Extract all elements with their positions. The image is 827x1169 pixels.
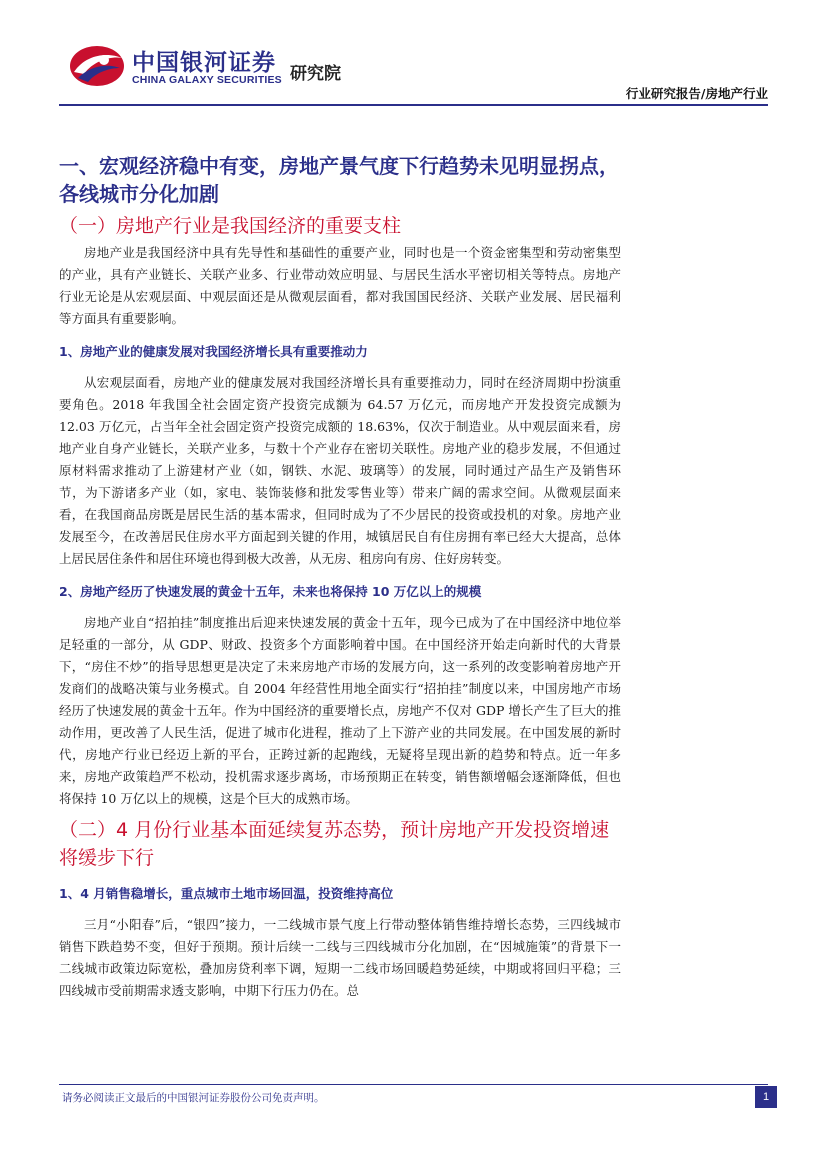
institute-label: 研究院 (290, 64, 341, 84)
subsection-2-title: （二）4 月份行业基本面延续复苏态势，预计房地产开发投资增速将缓步下行 (59, 819, 610, 869)
page-number: 1 (755, 1086, 777, 1108)
footer-divider (59, 1084, 768, 1085)
report-body (59, 152, 621, 1008)
footer-disclaimer: 请务必阅读正文最后的中国银河证券股份公司免责声明。 (62, 1092, 325, 1104)
brand-name-cn: 中国银河证券 (132, 50, 276, 76)
point-3-title: 1、4 月销售稳增长，重点城市土地市场回温，投资维持高位 (59, 886, 394, 901)
point-1-title: 1、房地产业的健康发展对我国经济增长具有重要推动力 (59, 344, 368, 359)
subsection-1-title: （一）房地产行业是我国经济的重要支柱 (59, 215, 402, 237)
point-1-paragraph: 从宏观层面看，房地产业的健康发展对我国经济增长具有重要推动力，同时在经济周期中扮演重要角色。2018 年我国全社会固定资产投资完成额为 64.57 万亿元，而房地产开发投资完成额为 12.03 万亿元，占当年全社会固定资产投资完成额的 18.63%，仅次于制造业。从中观层面来看，房地产业自身产业链长，关联产业多，与数十个产业存在密切关联性。房地产业的稳步发展，不但通过原材料需求推动了上游建材产业（如，钢铁、水泥、玻璃等）的发展，同时通过产品生产及销售环节，为下游诸多产业（如，家电、装饰装修和批发零售业等）带来广阔的需求空间。从微观层面来看，在我国商品房既是居民生活的基本需求，但同时成为了不少居民的投资或投机的对象。房地产业发展至今，在改善居民住房水平方面起到关键的作用，城镇居民自有住房拥有率已经大大提高，总体上居民居住条件和居住环境也得到极大改善，从无房、租房向有房、住好房转变。 (59, 375, 621, 566)
brand-logo (68, 42, 368, 92)
header-divider (59, 104, 768, 106)
point-3-paragraph: 三月“小阳春”后，“银四”接力，一二线城市景气度上行带动整体销售维持增长态势，三四线城市销售下跌趋势不变，但好于预期。预计后续一二线与三四线城市分化加剧，在“因城施策”的背景下一二线城市政策边际宽松，叠加房贷利率下调，短期一二线市场回暖趋势延续，中期或将回归平稳；三四线城市受前期需求透支影响，中期下行压力仍在。总 (59, 917, 621, 998)
point-2-paragraph: 房地产业自“招拍挂”制度推出后迎来快速发展的黄金十五年，现今已成为了在中国经济中地位举足轻重的一部分，从 GDP、财政、投资多个方面影响着中国。在中国经济开始走向新时代的大背景下，“房住不炒”的指导思想更是决定了未来房地产市场的发展方向，这一系列的改变影响着房地产开发商们的战略决策与业务模式。自 2004 年经营性用地全面实行“招拍挂”制度以来，中国房地产市场经历了快速发展的黄金十五年。作为中国经济的重要增长点，房地产不仅对 GDP 增长产生了巨大的推动作用，更改善了人民生活，促进了城市化进程，推动了上下游产业的共同发展。在中国发展的新时代，房地产行业已经迈上新的平台，正跨过新的起跑线，无疑将呈现出新的趋势和特点。近一年多来，房地产政策趋严不松动，投机需求逐步离场，市场预期正在转变，销售额增幅会逐渐降低，但也将保持 10 万亿以上的规模，这是个巨大的成熟市场。 (59, 615, 621, 806)
subsection-1-paragraph: 房地产业是我国经济中具有先导性和基础性的重要产业，同时也是一个资金密集型和劳动密集型的产业，具有产业链长、关联产业多、行业带动效应明显、与居民生活水平密切相关等特点。房地产行业无论是从宏观层面、中观层面还是从微观层面看，都对我国国民经济、关联产业发展、居民福利等方面具有重要影响。 (59, 245, 621, 326)
brand-name-en: CHINA GALAXY SECURITIES (132, 74, 282, 86)
galaxy-logo-icon (68, 42, 126, 90)
section-1-title: 一、宏观经济稳中有变，房地产景气度下行趋势未见明显拐点，各线城市分化加剧 (59, 154, 619, 206)
report-category: 行业研究报告/房地产行业 (625, 86, 768, 101)
point-2-title: 2、房地产经历了快速发展的黄金十五年，未来也将保持 10 万亿以上的规模 (59, 584, 482, 599)
